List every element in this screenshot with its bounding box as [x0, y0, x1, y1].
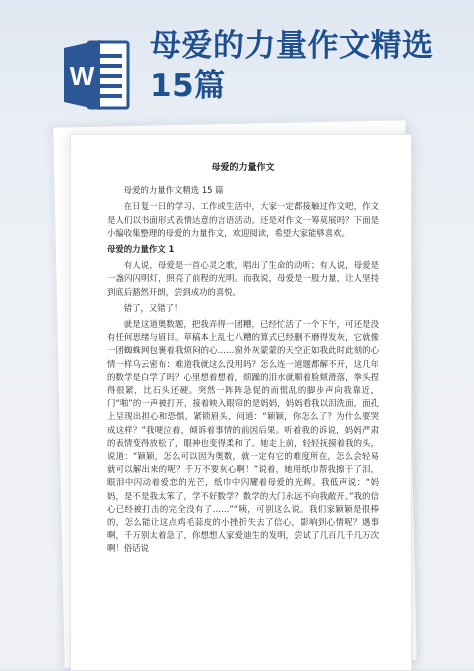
document-content	[107, 162, 379, 559]
document-body	[107, 184, 379, 555]
document-page	[70, 134, 412, 671]
paragraph: 在日复一日的学习、工作或生活中，大家一定都接触过作文吧，作文是人们以书面形式表情达意的言语活动。还是对作文一筹莫展吗？下面是小编收集整理的母爱的力量作文，欢迎阅读，希望大家能够喜欢。	[107, 201, 379, 238]
document-title: 母爱的力量作文	[211, 163, 275, 173]
paragraph: 错了，又错了！	[123, 302, 183, 313]
paragraph: 有人说，母爱是一首心灵之歌，唱出了生命的动听；有人说，母爱是一盏闪闪明灯，照亮了前程的光明。而我说，母爱是一股力量，让人坚持到底后豁然开朗，尝到成功的喜悦。	[107, 260, 379, 297]
page-title: 母爱的力量作文精选15篇	[150, 28, 434, 104]
word-document-icon	[62, 36, 130, 114]
word-logo-letter: W	[69, 61, 95, 91]
paragraph: 就是这道奥数题，把我弄得一团糟，已经忙活了一个下午，可还是没有任何思绪与眉目。草稿本上乱七八糟的算式已经删不磨得发灰，它就像一团蜘蛛网包裹着我烦闷的心……窗外灰蒙蒙的天空正如我此时此刻的心情一样乌云密布：难道我就这么没用吗？怎么连一道题都解不开，这几年的数学是白学了吗？心里想着想着，烦躁的泪水就顺着脸颊滑落，拳头捏得很紧，比石头还硬。突然一阵阵急促的而慌乱的脚步声向我靠近，门“啪”的一声被打开，接着映入眼帘的是妈妈，妈妈看我以泪洗面，面孔上呈现出担心和恐惧，紧锁眉头，问道：“颖颖，你怎么了？为什么要哭成这样？”我哽泣着，倾诉着事情的前因后果。听着我的诉说，妈妈严肃的表情变得放松了，眼神也变得柔和了。她走上前，轻轻抚摸着我的头，说道：“颖颖，怎么可以因为奥数，就一定有它的难度所在，怎么会轻易就可以解出来的呢？千万不要灰心啊！”说着，她用纸巾帮我擦干了泪，眼泪中闪动着爱恋的光芒，纸巾中闪耀着母爱的光辉。我低声说：“妈妈，是不是我太笨了，学不好数学？数学的大门永远不向我敞开。”我的信心已经被打击的完全没有了……”“咦，可别这么说。我们家颖颖是很棒的，怎么能让这点鸡毛蒜皮的小挫折失去了信心，影响到心情呢？遇事啊，千万别太着急了，你想想人家爱迪生的发明，尝试了几百几千几万次啊！俗话说	[107, 319, 379, 554]
paragraph: 母爱的力量作文精选 15 篇	[123, 185, 224, 196]
section-heading: 母爱的力量作文 1	[107, 244, 175, 255]
